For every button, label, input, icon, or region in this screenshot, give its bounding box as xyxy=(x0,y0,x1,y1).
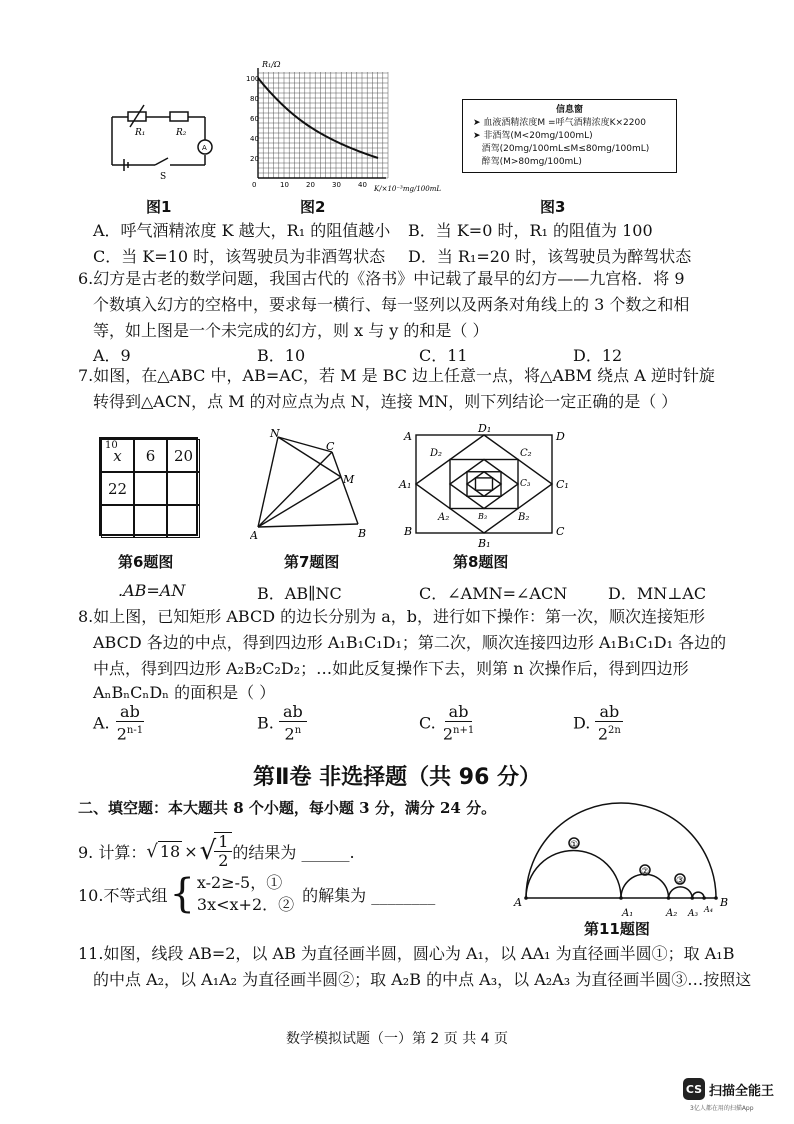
q6-option-b: B．10 xyxy=(257,346,306,365)
fig2-origin: 0 xyxy=(252,181,257,189)
fig11-label-a: A xyxy=(514,896,522,909)
fig8-label-c3: C₃ xyxy=(520,479,531,489)
q9-radicand: 18 xyxy=(159,842,181,861)
fig2-xlabel: K/×10⁻³mg/100mL xyxy=(374,185,441,193)
q10-inequality-2: 3x<x+2．② xyxy=(196,895,295,914)
fig8-label-b2: B₂ xyxy=(518,512,530,523)
info-line: 酒驾(20mg/100mL≤M≤80mg/100mL) xyxy=(473,144,650,154)
fig8-label-a: A xyxy=(404,430,412,443)
magic-cell xyxy=(167,472,200,505)
q8-text: 8.如上图，已知矩形 ABCD 的边长分别为 a，b，进行如下操作：第一次，顺次连接矩形 xyxy=(78,607,705,626)
info-line: 醉驾(M>80mg/100mL) xyxy=(473,157,582,167)
magic-cell xyxy=(134,505,167,538)
q7-option-c: C．∠AMN=∠ACN xyxy=(419,584,568,603)
q10-inequality-1: x-2≥-5，① xyxy=(196,873,283,892)
q7-option-d: D．MN⊥AC xyxy=(608,584,707,603)
fig8-label-b1: B₁ xyxy=(478,537,491,550)
q8-option-a: A. $\frac{ab}{2^{n-1}}$ xyxy=(93,702,144,744)
fig11-label-3: ③ xyxy=(676,876,685,886)
magic-cell xyxy=(167,505,200,538)
figure-2-caption: 图2 xyxy=(300,198,326,216)
fig11-label-2: ② xyxy=(641,867,650,877)
magic-square xyxy=(99,437,198,536)
q6-text: 个数填入幻方的空格中，要求每一横行、每一竖列以及两条对角线上的 3 个数之和相 xyxy=(93,295,690,314)
magic-cell: 10 x xyxy=(101,439,134,472)
fig1-ammeter-label: A xyxy=(202,144,207,152)
scanner-app-name: 扫描全能王 xyxy=(709,1083,775,1099)
magic-cell xyxy=(134,472,167,505)
fig2-ytick: 40 xyxy=(250,135,259,143)
fig1-r2-label: R₂ xyxy=(176,128,187,138)
scanner-logo-icon: CS xyxy=(683,1078,705,1100)
figure-3-info-window xyxy=(462,99,677,173)
scanner-watermark xyxy=(683,1078,774,1100)
magic-cell: 6 xyxy=(134,439,167,472)
fig8-label-a2: A₂ xyxy=(438,512,450,523)
fig8-label-c1: C₁ xyxy=(556,478,569,491)
fig8-label-a1: A₁ xyxy=(399,478,412,491)
figure-1-circuit xyxy=(100,95,220,185)
q9-prefix: 9. 计算： xyxy=(78,842,147,862)
fig7-label-n: N xyxy=(270,427,280,440)
q6-option-d: D．12 xyxy=(573,346,623,365)
info-line: ➤ 非酒驾(M<20mg/100mL) xyxy=(473,131,593,141)
q5-option-d: D．当 R₁=20 时，该驾驶员为醉驾状态 xyxy=(408,247,692,266)
fig8-label-c: C xyxy=(556,525,565,538)
fig1-switch-label: S xyxy=(160,172,167,182)
fig2-xtick: 30 xyxy=(332,181,341,189)
q8-text: AₙBₙCₙDₙ 的面积是（ ） xyxy=(93,683,276,702)
q10: 10.不等式组 { x-2≥-5，① 3x<x+2．② 的解集为 ________ xyxy=(78,871,436,917)
fig2-ylabel: R₁/Ω xyxy=(262,60,281,69)
fig2-ytick: 100 xyxy=(246,75,260,83)
fig8-label-b: B xyxy=(404,525,413,538)
q7-figure-caption: 第7题图 xyxy=(284,553,340,571)
fig1-r1-label: R₁ xyxy=(135,128,146,138)
fig8-label-d: D xyxy=(556,430,565,443)
fig8-label-d1: D₁ xyxy=(478,422,492,435)
fig11-label-b: B xyxy=(720,896,729,909)
figure-8-nested-quads xyxy=(396,420,576,550)
magic-cell: 20 xyxy=(167,439,200,472)
q8-text: 中点，得到四边形 A₂B₂C₂D₂；…如此反复操作下去，则第 n 次操作后，得到四边形 xyxy=(93,659,689,678)
section-2-title: 第Ⅱ卷 非选择题（共 96 分） xyxy=(252,765,542,790)
q6-option-a: A．9 xyxy=(93,346,131,365)
fig2-xtick: 40 xyxy=(358,181,367,189)
fig2-xtick: 20 xyxy=(306,181,315,189)
fig11-label-1: ① xyxy=(570,840,579,850)
page-footer: 数学模拟试题（一）第 2 页 共 4 页 xyxy=(285,1031,509,1047)
fill-in-heading: 二、填空题：本大题共 8 个小题，每小题 3 分，满分 24 分。 xyxy=(78,799,497,817)
q6-text: 等，如上图是一个未完成的幻方，则 x 与 y 的和是（ ） xyxy=(93,321,489,340)
q8-option-c: C. $\frac{ab}{2^{n+1}}$ xyxy=(419,702,475,744)
fig11-label-a3: A₃ xyxy=(688,909,699,919)
fig7-label-c: C xyxy=(326,440,335,453)
q7-text: 转得到△ACN，点 M 的对应点为点 N，连接 MN，则下列结论一定正确的是（ ） xyxy=(93,392,678,411)
figure-7-triangle xyxy=(250,425,380,545)
fig2-xtick: 10 xyxy=(280,181,289,189)
q11-figure-caption: 第11题图 xyxy=(584,920,650,938)
fig8-label-c2: C₂ xyxy=(520,448,532,459)
q11-text: 11.如图，线段 AB=2，以 AB 为直径画半圆，圆心为 A₁，以 AA₁ 为直径画半圆①；取 A₁B xyxy=(78,944,735,963)
q5-option-b: B．当 K=0 时，R₁ 的阻值为 100 xyxy=(408,221,653,240)
q7-option-b: B．AB∥NC xyxy=(257,584,342,603)
q7-text: 7.如图，在△ABC 中，AB=AC，若 M 是 BC 边上任意一点，将△ABM 绕点 A 逆时针旋 xyxy=(78,366,715,385)
q6-option-c: C．11 xyxy=(419,346,468,365)
q5-option-c: C．当 K=10 时，该驾驶员为非酒驾状态 xyxy=(93,247,386,266)
fig7-label-b: B xyxy=(358,527,367,540)
magic-cell: 22 xyxy=(101,472,134,505)
info-line: ➤ 血液酒精浓度M =呼气酒精浓度K×2200 xyxy=(473,118,646,128)
q6-text: 6.幻方是古老的数学问题，我国古代的《洛书》中记载了最早的幻方——九宫格．将 9 xyxy=(78,269,685,288)
fig8-label-d2: D₂ xyxy=(430,448,443,459)
fig2-ytick: 80 xyxy=(250,95,259,103)
handwritten-note: 10 xyxy=(105,440,118,451)
fig8-label-b3: B₃ xyxy=(478,512,488,521)
q7-option-a: .AB=AN xyxy=(118,581,186,600)
fig2-ytick: 60 xyxy=(250,115,259,123)
fig11-label-a2: A₂ xyxy=(666,908,678,919)
fig11-label-a4: A₄ xyxy=(704,905,713,914)
q11-text: 的中点 A₂，以 A₁A₂ 为直径画半圆②；取 A₂B 的中点 A₃，以 A₂A₃ 为直径画半圆③…按照这 xyxy=(93,970,752,989)
q6-figure-caption: 第6题图 xyxy=(118,553,174,571)
figure-2-graph xyxy=(246,58,456,198)
fig7-label-m: M xyxy=(343,473,355,486)
q9-suffix: 的结果为 ______. xyxy=(232,842,355,862)
q8-option-b: B. $\frac{ab}{2^n}$ xyxy=(257,703,307,743)
info-window-title: 信息窗 xyxy=(555,105,583,115)
magic-cell xyxy=(101,505,134,538)
q5-option-a: A．呼气酒精浓度 K 越大，R₁ 的阻值越小 xyxy=(93,221,391,240)
figure-11-semicircles xyxy=(512,800,742,920)
scanner-tagline: 3亿人都在用的扫描App xyxy=(690,1105,754,1112)
figure-1-caption: 图1 xyxy=(146,198,172,216)
q8-option-d: D. $\frac{ab}{2^{2n}}$ xyxy=(573,703,623,743)
figure-3-caption: 图3 xyxy=(540,198,566,216)
q8-figure-caption: 第8题图 xyxy=(453,553,509,571)
q9: 9. 计算： √ 18 × √ $\frac{1}{2}$ 的结果为 ______. xyxy=(78,832,355,870)
fig11-label-a1: A₁ xyxy=(622,908,634,919)
fig7-label-a: A xyxy=(250,529,258,542)
fig2-ytick: 20 xyxy=(250,155,259,163)
q8-text: ABCD 各边的中点，得到四边形 A₁B₁C₁D₁；第二次，顺次连接四边形 A₁B₁C₁D₁ 各边的 xyxy=(93,633,727,652)
